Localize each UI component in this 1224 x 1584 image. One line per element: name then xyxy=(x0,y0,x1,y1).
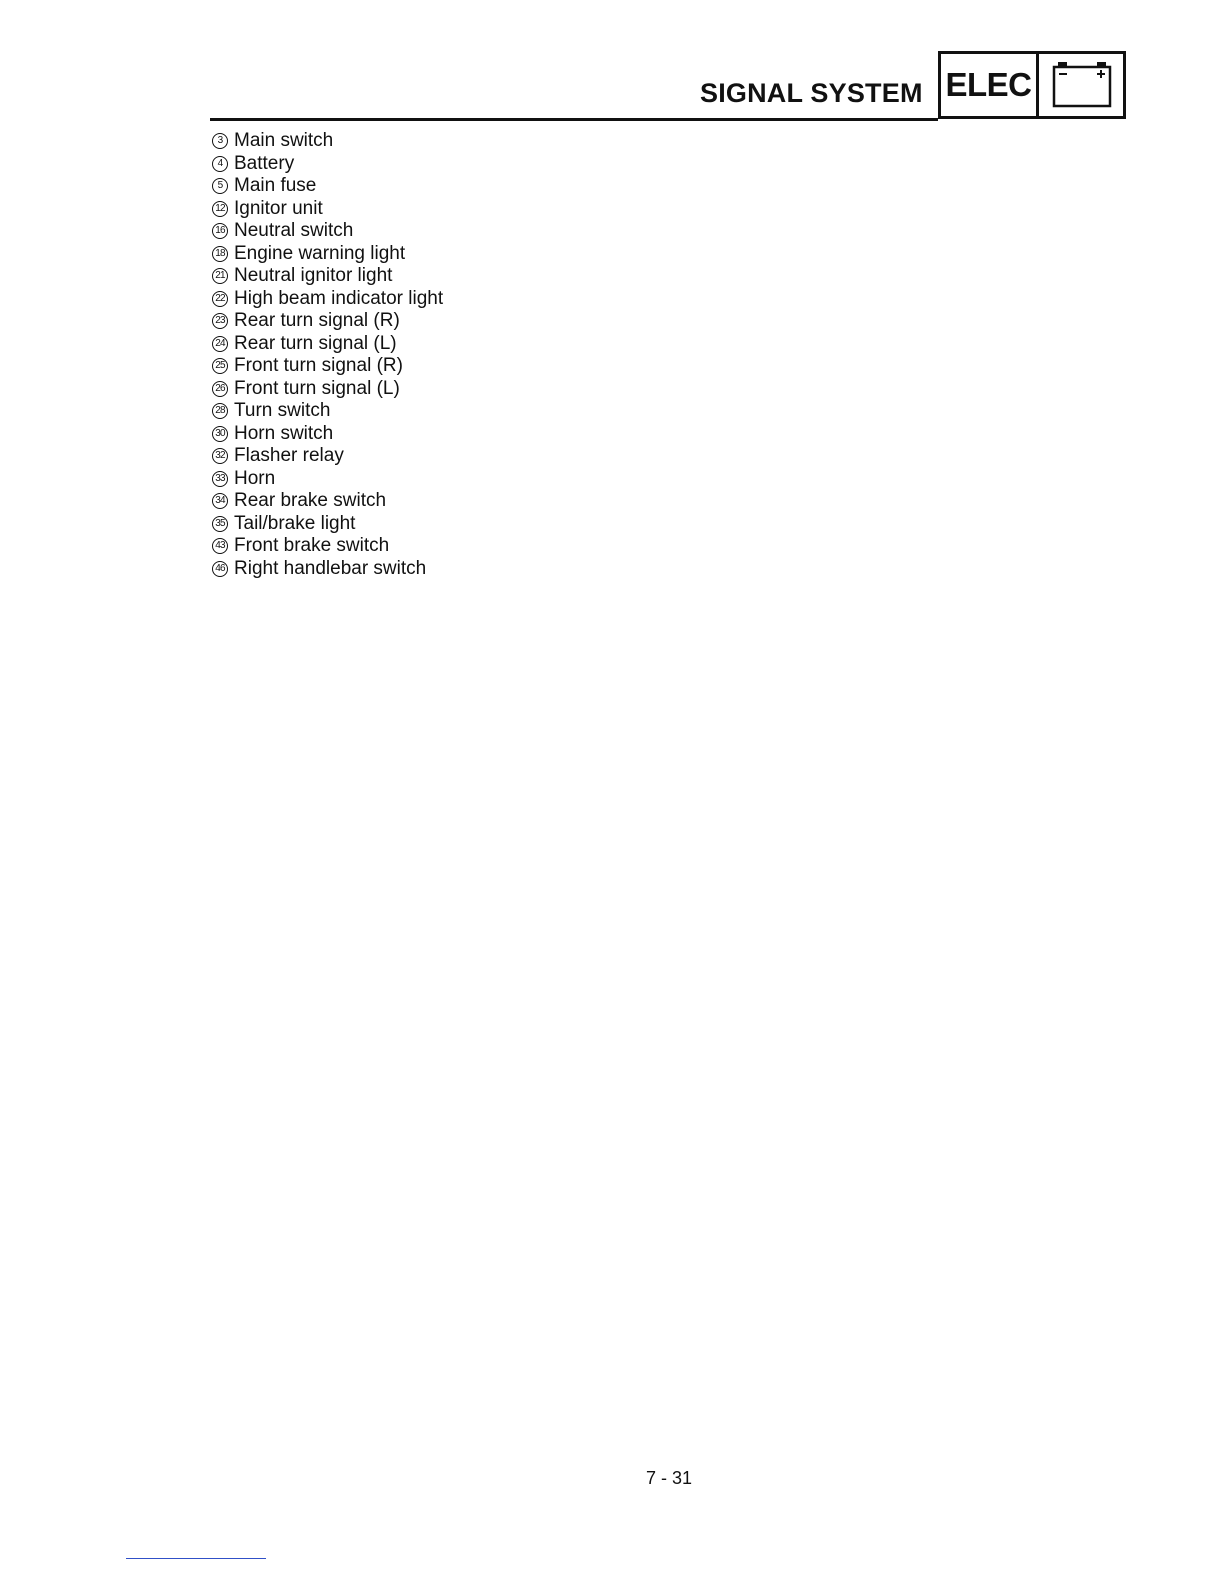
legend-item xyxy=(212,445,443,468)
section-code: ELEC xyxy=(941,54,1039,116)
legend-item xyxy=(212,130,443,153)
legend-label: High beam indicator light xyxy=(234,287,444,309)
ref-number: 3 xyxy=(212,133,228,149)
ref-number: 28 xyxy=(212,403,228,419)
legend-item xyxy=(212,310,443,333)
legend-item xyxy=(212,153,443,176)
legend-item xyxy=(212,288,443,311)
ref-number: 35 xyxy=(212,516,228,532)
ref-number: 16 xyxy=(212,223,228,239)
section-badge xyxy=(938,51,1126,119)
ref-number: 22 xyxy=(212,291,228,307)
legend-label: Rear brake switch xyxy=(234,490,387,511)
legend-label: Tail/brake light xyxy=(234,512,356,534)
legend-item xyxy=(212,220,443,243)
ref-number: 18 xyxy=(212,246,228,262)
ref-number: 34 xyxy=(212,493,228,509)
ref-number: 24 xyxy=(212,336,228,352)
legend-label: Front turn signal (L) xyxy=(234,377,400,399)
ref-number: 4 xyxy=(212,156,228,172)
legend-label: Front turn signal (R) xyxy=(234,355,403,376)
footer-divider xyxy=(126,1558,266,1559)
legend-item xyxy=(212,265,443,288)
legend-item xyxy=(212,175,443,198)
page-number: 7 - 31 xyxy=(646,1468,693,1488)
legend-label: Engine warning light xyxy=(234,242,406,264)
legend-label: Main fuse xyxy=(234,175,317,196)
header-rule xyxy=(210,118,938,121)
legend-item xyxy=(212,198,443,221)
legend-label: Horn switch xyxy=(234,422,334,444)
legend-label: Front brake switch xyxy=(234,535,390,556)
legend-label: Flasher relay xyxy=(234,445,344,466)
legend-item xyxy=(212,400,443,423)
legend-item xyxy=(212,513,443,536)
battery-icon-graphic xyxy=(1048,58,1114,112)
ref-number: 32 xyxy=(212,448,228,464)
ref-number: 21 xyxy=(212,268,228,284)
ref-number: 23 xyxy=(212,313,228,329)
legend-label: Neutral ignitor light xyxy=(234,265,393,286)
legend-label: Horn xyxy=(234,467,276,489)
ref-number: 33 xyxy=(212,471,228,487)
ref-number: 25 xyxy=(212,358,228,374)
battery-icon xyxy=(1039,54,1123,116)
component-legend xyxy=(212,130,443,580)
legend-item xyxy=(212,355,443,378)
ref-number: 5 xyxy=(212,178,228,194)
ref-number: 43 xyxy=(212,538,228,554)
ref-number: 46 xyxy=(212,561,228,577)
legend-label: Battery xyxy=(234,152,295,174)
legend-item xyxy=(212,243,443,266)
legend-item xyxy=(212,535,443,558)
legend-label: Rear turn signal (R) xyxy=(234,310,400,331)
legend-item xyxy=(212,490,443,513)
legend-label: Neutral switch xyxy=(234,220,354,241)
page-title: SIGNAL SYSTEM xyxy=(700,78,923,108)
ref-number: 30 xyxy=(212,426,228,442)
legend-item xyxy=(212,423,443,446)
legend-item xyxy=(212,378,443,401)
legend-item xyxy=(212,468,443,491)
legend-item xyxy=(212,558,443,581)
ref-number: 12 xyxy=(212,201,228,217)
legend-label: Turn switch xyxy=(234,400,331,421)
ref-number: 26 xyxy=(212,381,228,397)
legend-label: Rear turn signal (L) xyxy=(234,332,397,354)
legend-label: Ignitor unit xyxy=(234,197,323,219)
legend-item xyxy=(212,333,443,356)
legend-label: Main switch xyxy=(234,130,334,151)
legend-label: Right handlebar switch xyxy=(234,557,427,579)
